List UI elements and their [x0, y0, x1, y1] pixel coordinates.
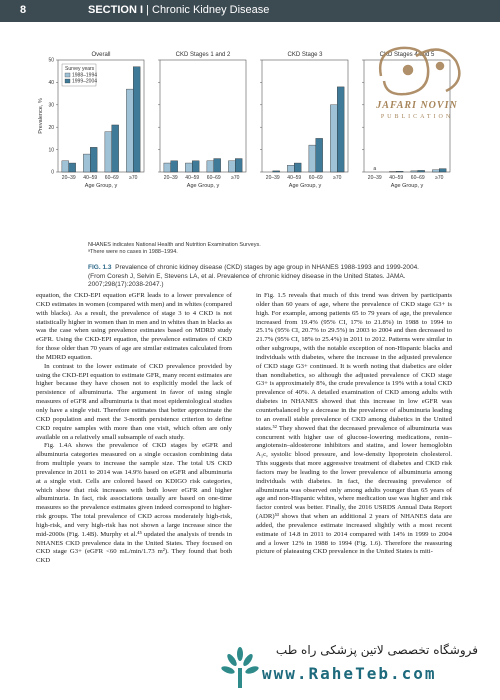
page-header	[0, 0, 500, 22]
chart-title: CKD Stages 4 and 5	[379, 52, 435, 58]
bar	[105, 132, 112, 172]
x-tick-label: ≥70	[231, 175, 240, 181]
legend-swatch	[65, 79, 70, 83]
section-name: Chronic Kidney Disease	[152, 4, 270, 16]
y-tick-label: 50	[48, 57, 54, 64]
chart-title: CKD Stage 3	[287, 52, 323, 58]
x-tick-label: 60–69	[104, 175, 119, 181]
legend-entry: 1999–2004	[72, 78, 98, 85]
section-title: SECTION I | Chronic Kidney Disease	[88, 4, 270, 16]
bar	[133, 67, 140, 172]
legend-swatch	[65, 73, 70, 77]
y-axis-label: Prevalence, %	[38, 98, 44, 134]
footer-persian-text: فروشگاه تخصصی لاتین پزشکی راه طب	[275, 643, 478, 657]
footnote: ᵃThere were no cases in 1988–1994.	[88, 249, 178, 255]
y-tick-label: 30	[48, 102, 54, 109]
x-axis-label: Age Group, y	[186, 183, 220, 189]
watermark-line2: PUBLICATION	[380, 114, 454, 120]
footnote: NHANES indicates National Health and Nutrition Examination Surveys.	[88, 242, 261, 248]
legend-title: Survey years	[65, 66, 95, 72]
paragraph: equation, the CKD-EPI equation eGFR leads to a lower prevalence of CKD estimates in women (compared with men) and in whites (compared with blacks). As a result, the prevalence of stage 3 to 4 CKD is not statistically higher in women than in men and in whites than in blacks as was the case when using prevalence estimates based on MDRD study eGFR. Using the CKD-EPI equation, the prevalence estimates of CKD for those older than 70 years of age are similar estimates calculated from the MDRD equation.	[36, 292, 232, 361]
x-tick-label: 60–69	[308, 175, 323, 181]
legend-entry: 1988–1994	[72, 72, 98, 79]
x-axis-label: Age Group, y	[288, 183, 322, 189]
x-tick-label: ≥70	[129, 175, 138, 181]
paragraph: In contrast to the lower estimate of CKD prevalence provided by using the CKD-EPI equation to estimate GFR, many recent estimates are higher because they have chosen not to explicitly model the lack of persistence of albuminuria. The argument in favor of using single measures of eGFR and albuminuria is that most epidemiological studies only have a single visit. Therefore estimates that better approximate the CKD population and meet the 3-month persistence criterion to define CKD require samples with more than one visit, which often are only available on a relatively small subsample of each study.	[36, 362, 232, 441]
chart-title: Overall	[91, 52, 111, 58]
x-tick-label: 40–59	[83, 175, 98, 181]
bar	[214, 159, 221, 172]
bar	[90, 147, 97, 172]
text-column-left	[36, 292, 232, 566]
bar	[309, 145, 316, 172]
footer-url-link[interactable]: www.RaheTeb.com	[262, 664, 437, 683]
figure-footnotes	[88, 242, 428, 256]
x-tick-label: 20–39	[163, 175, 178, 181]
bar	[337, 87, 344, 172]
y-tick-label: 40	[48, 80, 54, 87]
x-tick-label: ≥70	[435, 175, 444, 181]
x-tick-label: 40–59	[389, 175, 404, 181]
x-tick-label: 20–39	[367, 175, 382, 181]
x-tick-label: 60–69	[206, 175, 221, 181]
text-column-right	[256, 292, 452, 557]
x-tick-label: 40–59	[185, 175, 200, 181]
bar	[112, 125, 119, 172]
chart-annotation: a	[373, 166, 377, 172]
caption-text: Prevalence of chronic kidney disease (CKD) stages by age group in NHANES 1988-1993 and 1999-2004. (From Coresh J, Selvin E, Stevens LA, et al. Prevalence of chronic kidney disease in the United States. JAMA. 2007;298(17):2038-2047.)	[88, 264, 419, 288]
y-tick-label: 10	[48, 147, 54, 154]
bar	[273, 171, 280, 172]
bar	[316, 138, 323, 172]
x-tick-label: ≥70	[333, 175, 342, 181]
x-tick-label: 20–39	[61, 175, 76, 181]
bar	[294, 163, 301, 172]
bar	[228, 161, 235, 172]
bar	[439, 169, 446, 172]
section-prefix: SECTION I	[88, 4, 144, 16]
bar	[207, 161, 214, 172]
figure-caption	[88, 264, 438, 290]
paragraph: Fig. 1.4A shows the prevalence of CKD stages by eGFR and albuminuria categories measured on a single occasion combining data from multiple years to increase the sample size. The total US CKD prevalence in 2011 to 2014 was 14.9% based on eGFR and albuminuria at a single visit. Cells are colored based on KDIGO risk categories, which show that risk increases with both lower eGFR and higher albuminuria. In fact, risk associations usually are based on one-time measures so the prevalence estimates given indeed correspond to higher-risk groups. The total prevalence of CKD across moderately high-risk, high-risk, and very high-risk has not shown a large increase since the mid-2000s (Fig. 1.4B). Murphy et al.⁴⁵ updated the analysis of trends in NHANES CKD prevalence data in the United States. They focused on CKD stage G3+ (eGFR <60 mL/min/1.73 m²). They found that both CKD	[36, 442, 232, 565]
bar	[411, 171, 418, 172]
y-tick-label: 0	[51, 169, 54, 176]
chart-title: CKD Stages 1 and 2	[175, 52, 231, 58]
page-number: 8	[20, 4, 27, 16]
x-tick-label: 40–59	[287, 175, 302, 181]
x-tick-label: 20–39	[265, 175, 280, 181]
bar	[418, 170, 425, 172]
watermark-logo	[356, 36, 476, 146]
bar	[396, 171, 403, 172]
bar	[185, 163, 192, 172]
chart-frame	[160, 60, 246, 172]
bar	[235, 159, 242, 172]
x-tick-label: 60–69	[410, 175, 425, 181]
bar	[432, 170, 439, 172]
x-axis-label: Age Group, y	[390, 183, 424, 189]
raheteb-logo-icon	[220, 646, 260, 690]
bar	[171, 161, 178, 172]
bar	[83, 154, 90, 172]
bar	[126, 89, 133, 172]
x-axis-label: Age Group, y	[84, 183, 118, 189]
bar	[69, 163, 76, 172]
watermark-line1: JAFARI NOVIN	[376, 100, 458, 111]
bar	[62, 161, 69, 172]
bar	[164, 163, 171, 172]
bar	[192, 161, 199, 172]
bar	[287, 165, 294, 172]
paragraph: in Fig. 1.5 reveals that much of this trend was driven by participants older than 60 years of age, where the prevalence of CKD stage G3+ is high. For example, among patients 65 to 79 years of age, the prevalence increased from 19.4% (95% CI, 17% to 21.8%) in 1988 to 1994 to 25.1% (95% CI, 20.7% to 29.5%) in 2003 to 2004 and then decreased to 21.7% (95% CI, 18% to 25.4%) in 2011 to 2012. Patterns were similar in other subgroups, with the notable exception of non-Hispanic blacks and individuals with diabetes, where the increase in the adjusted prevalence of CKD stage G3+ continued. It is worth noting that diabetics are older than nondiabetics, so although the adjusted prevalence of CKD stage G3+ is approximately 8%, the crude prevalence is 19% with a total CKD prevalence of 40%. A detailed examination of CKD among adults with diabetes in NHANES showed that this increase in low eGFR was counterbalanced by a decrease in the prevalence of albuminuria leading to an overall stable prevalence of CKD among diabetics in the United states.⁵² They showed that the decreased prevalence of albuminuria was concurrent with higher use of glucose-lowering medications, renin–angiotensin–aldosterone inhibitors and statins, and lower hemoglobin A₁c, systolic blood pressure, and low-density lipoprotein cholesterol. This suggests that more aggressive treatment of diabetes and CKD risk factors may be leading to the lower prevalence of albuminuria among individuals with diabetes. In fact, the decreasing prevalence of albuminuria was observed only among adults younger than 65 years of age and non-Hispanic whites, where medication use was higher and risk factor control was better. Finally, the 2016 USRDS Annual Data Report (ADR)⁵³ shows that when an additional 2 years of NHANES data are added, the prevalence estimate increased slightly with a most recent estimate of 14.8 in 2011 to 2014 compared with 14% in 1999 to 2004 and a lower 12% in 1988 to 1994 (Fig. 1.6). Therefore the reassuring picture of plateauing CKD prevalence in the United States is miti-	[256, 292, 452, 556]
y-tick-label: 20	[48, 124, 54, 131]
bar	[330, 105, 337, 172]
figure-label: FIG. 1.3	[88, 264, 112, 271]
